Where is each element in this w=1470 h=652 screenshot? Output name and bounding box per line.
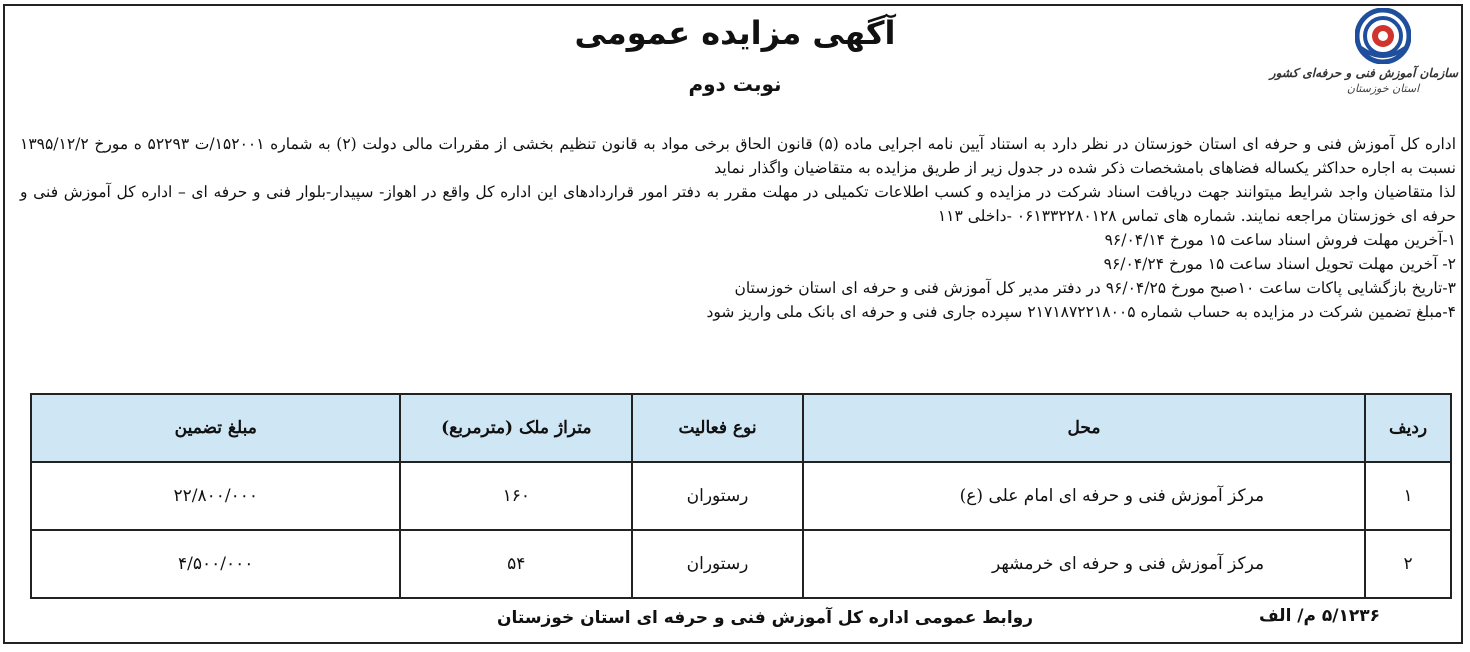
cell-area: ۵۴ (400, 530, 632, 598)
header-row-number: ردیف (1365, 394, 1451, 462)
auction-table (30, 393, 1452, 599)
deadline-delivery-item: ۲- آخرین مهلت تحویل اسناد ساعت ۱۵ مورخ ۹۶/۰۴/۲۴ (1103, 255, 1456, 273)
table-header-row (31, 394, 1451, 462)
header-area: متراژ ملک (مترمربع) (400, 394, 632, 462)
notice-code: ۵/۱۲۳۶ م/ الف (1258, 606, 1380, 626)
opening-date-item: ۳-تاریخ بازگشایی پاکات ساعت ۱۰صبح مورخ ۹۶/۰۴/۲۵ در دفتر مدیر کل آموزش فنی و حرفه ای استان خوزستان (734, 279, 1456, 297)
notice-title: آگهی مزایده عمومی (574, 14, 896, 52)
cell-activity: رستوران (632, 462, 803, 530)
table-row (31, 462, 1451, 530)
header-activity: نوع فعالیت (632, 394, 803, 462)
instructions-paragraph: لذا متقاضیان واجد شرایط میتوانند جهت دریافت اسناد شرکت در مزایده و کسب اطلاعات تکمیلی در مهلت مقرر به دفتر امور قراردادهای این اداره کل واقع در اهواز- سپیدار-بلوار فنی و حرفه ای – اداره کل آموزش فنی و حرفه ای خوزستان مراجعه نمایند. شماره های تماس ۰۶۱۳۳۲۲۸۰۱۲۸ -داخلی ۱۱۳ (20, 183, 1456, 225)
cell-row-number: ۲ (1365, 530, 1451, 598)
org-name: سازمان آموزش فنی و حرفه‌ای کشور (1269, 66, 1458, 80)
table-row (31, 530, 1451, 598)
cell-guarantee: ۴/۵۰۰/۰۰۰ (31, 530, 400, 598)
cell-location: مرکز آموزش فنی و حرفه ای خرمشهر (803, 530, 1365, 598)
header-location: محل (803, 394, 1365, 462)
cell-guarantee: ۲۲/۸۰۰/۰۰۰ (31, 462, 400, 530)
cell-activity: رستوران (632, 530, 803, 598)
notice-subtitle: نوبت دوم (688, 72, 782, 96)
intro-paragraph: اداره کل آموزش فنی و حرفه ای استان خوزستان در نظر دارد به استناد آیین نامه اجرایی ماده (۵) قانون الحاق برخی مواد به قانون تنظیم بخشی از مقررات مالی دولت (۲) به شماره ۱۵۲۰۰۱/ت ۵۲۲۹۳ ه مورخ ۱۳۹۵/۱۲/۲ نسبت به اجاره حداکثر یکساله فضاهای بامشخصات ذکر شده در جدول زیر از طریق مزایده به متقاضیان واگذار نماید (20, 135, 1457, 177)
deadline-sale-item: ۱-آخرین مهلت فروش اسناد ساعت ۱۵ مورخ ۹۶/۰۴/۱۴ (1104, 231, 1456, 249)
cell-area: ۱۶۰ (400, 462, 632, 530)
cell-row-number: ۱ (1365, 462, 1451, 530)
org-province: استان خوزستان (1346, 82, 1420, 95)
public-relations-signature: روابط عمومی اداره کل آموزش فنی و حرفه ای استان خوزستان (497, 608, 1033, 628)
notice-body (20, 132, 1456, 324)
header-guarantee: مبلغ تضمین (31, 394, 400, 462)
cell-location: مرکز آموزش فنی و حرفه ای امام علی (ع) (803, 462, 1365, 530)
guarantee-deposit-item: ۴-مبلغ تضمین شرکت در مزایده به حساب شماره ۲۱۷۱۸۷۲۲۱۸۰۰۵ سپرده جاری فنی و حرفه ای بانک ملی واریز شود (706, 303, 1456, 321)
